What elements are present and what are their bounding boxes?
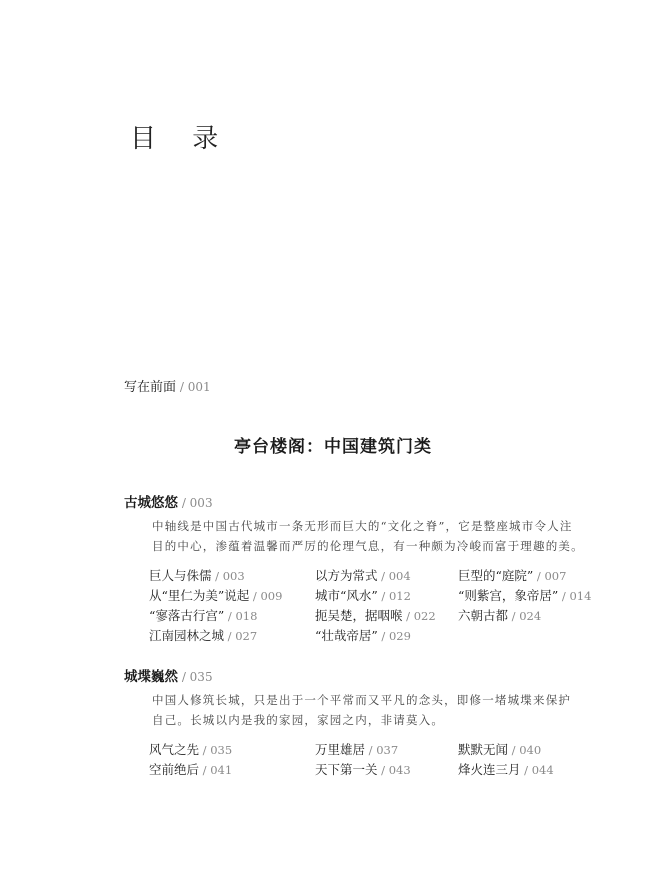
toc-item-title: 江南园林之城 [149, 628, 225, 643]
toc-item-title: 六朝古都 [458, 608, 509, 623]
toc-item[interactable] [315, 606, 436, 624]
toc-item[interactable] [458, 760, 554, 778]
toc-item[interactable] [315, 566, 411, 584]
description-line: 中国人修筑长城，只是出于一个平常而又平凡的念头，即修一堵城堞来保护 [152, 693, 572, 707]
chapter-title: 城堞巍然 [124, 669, 178, 685]
chapter-heading[interactable] [124, 491, 213, 511]
toc-item[interactable] [149, 606, 257, 624]
toc-item-page: / 043 [377, 763, 411, 777]
toc-item-title: 从“里仁为美”说起 [149, 588, 250, 603]
chapter-heading[interactable] [124, 665, 213, 685]
toc-item-page: / 029 [377, 629, 411, 643]
toc-item-page: / 027 [224, 629, 258, 643]
toc-item-title: 扼吴楚，据咽喉 [315, 608, 403, 623]
toc-item-page: / 044 [520, 763, 554, 777]
toc-item-title: 巨人与侏儒 [149, 568, 212, 583]
toc-item-title: “寥落古行宫” [149, 608, 225, 623]
chapter-page: / 035 [178, 670, 213, 684]
toc-item[interactable] [149, 586, 282, 604]
toc-item[interactable] [458, 740, 541, 758]
toc-item-page: / 009 [249, 589, 283, 603]
toc-item-page: / 037 [365, 743, 399, 757]
toc-item-title: 天下第一关 [315, 762, 378, 777]
toc-item-page: / 018 [224, 609, 258, 623]
toc-item-page: / 003 [211, 569, 245, 583]
toc-item-page: / 007 [533, 569, 567, 583]
chapter-description [152, 516, 584, 556]
description-line: 自己。长城以内是我的家园，家园之内，非请莫入。 [152, 713, 445, 727]
chapter-description [152, 690, 571, 730]
toc-item-page: / 024 [508, 609, 542, 623]
toc-item-title: 万里雄居 [315, 742, 366, 757]
toc-item-page: / 012 [377, 589, 411, 603]
toc-item[interactable] [315, 740, 398, 758]
preface-page: / 001 [176, 380, 211, 394]
toc-item-page: / 041 [199, 763, 233, 777]
toc-item-title: 城市“风水” [315, 588, 378, 603]
toc-item[interactable] [149, 566, 245, 584]
toc-item-title: “则紫宫，象帝居” [458, 588, 559, 603]
chapter-title: 古城悠悠 [124, 495, 178, 511]
description-line: 目的中心，渗蕴着温馨而严厉的伦理气息，有一种颇为冷峻而富于理趣的美。 [152, 539, 584, 553]
toc-item-title: 空前绝后 [149, 762, 200, 777]
description-line: 中轴线是中国古代城市一条无形而巨大的“文化之脊”，它是整座城市令人注 [152, 519, 573, 533]
toc-item-title: 以方为常式 [315, 568, 378, 583]
toc-item[interactable] [149, 760, 232, 778]
toc-item-page: / 022 [402, 609, 436, 623]
toc-item-page: / 004 [377, 569, 411, 583]
toc-item[interactable] [315, 586, 411, 604]
toc-item[interactable] [458, 566, 566, 584]
preface-title: 写在前面 [124, 380, 177, 395]
toc-item-page: / 014 [558, 589, 592, 603]
toc-item[interactable] [149, 740, 232, 758]
toc-item-title: “壮哉帝居” [315, 628, 378, 643]
part-title: 亭台楼阁：中国建筑门类 [234, 437, 432, 457]
toc-item-page: / 035 [199, 743, 233, 757]
chapter-page: / 003 [178, 496, 213, 510]
toc-item-title: 巨型的“庭院” [458, 568, 534, 583]
toc-item[interactable] [458, 606, 541, 624]
toc-item[interactable] [315, 760, 411, 778]
preface-entry[interactable] [124, 376, 211, 395]
toc-item-page: / 040 [508, 743, 542, 757]
toc-item-title: 风气之先 [149, 742, 200, 757]
toc-item-title: 烽火连三月 [458, 762, 521, 777]
toc-item[interactable] [149, 626, 257, 644]
toc-item[interactable] [315, 626, 411, 644]
toc-title: 目 录 [130, 124, 233, 154]
toc-item[interactable] [458, 586, 591, 604]
toc-item-title: 默默无闻 [458, 742, 509, 757]
